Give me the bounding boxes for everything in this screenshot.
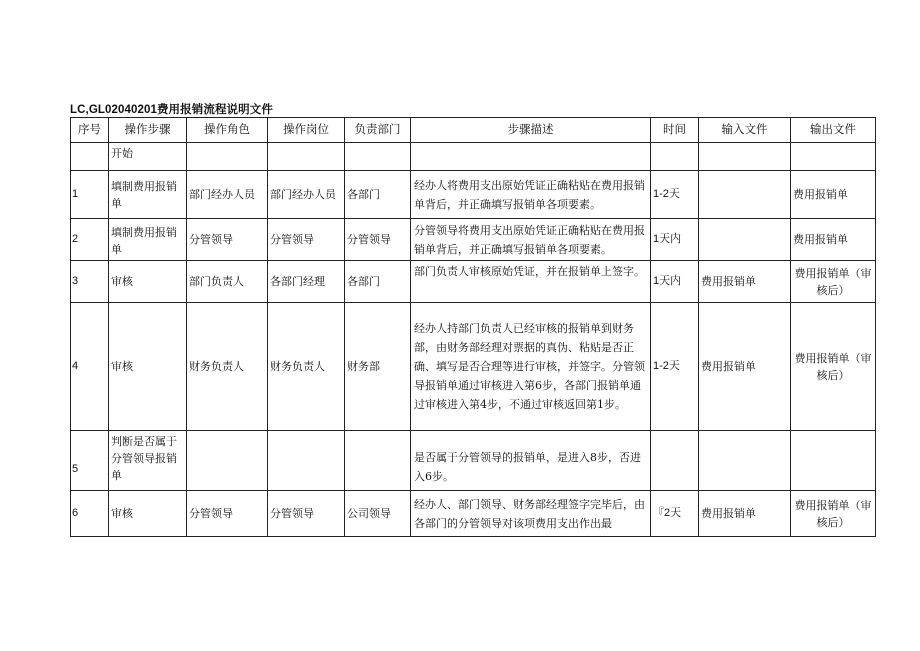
- seq-cell: [71, 143, 109, 171]
- dept-cell: [345, 431, 411, 491]
- desc-cell: 经办人将费用支出原始凭证正确粘贴在费用报销单背后，并正确填写报销单各项要素。: [411, 171, 651, 219]
- step-cell: 开始: [109, 143, 187, 171]
- seq-cell: 2: [71, 219, 109, 261]
- input-cell: [699, 171, 791, 219]
- role-cell: 财务负责人: [187, 303, 268, 431]
- role-cell: 部门负责人: [187, 261, 268, 303]
- desc-cell: 经办人、部门领导、财务部经理签字完毕后，由各部门的分管领导对该项费用支出作出最: [411, 491, 651, 537]
- output-cell: 费用报销单（审核后）: [791, 303, 876, 431]
- step-cell: 审核: [109, 261, 187, 303]
- post-cell: [268, 431, 345, 491]
- table-row: [71, 143, 876, 171]
- step-cell: 填制费用报销单: [109, 171, 187, 219]
- dept-cell: 分管领导: [345, 219, 411, 261]
- role-cell: [187, 431, 268, 491]
- input-cell: [699, 431, 791, 491]
- table-row: [71, 171, 876, 219]
- step-cell: 判断是否属于分管领导报销单: [109, 431, 187, 491]
- role-cell: 部门经办人员: [187, 171, 268, 219]
- post-cell: [268, 143, 345, 171]
- time-cell: 1-2天: [651, 171, 699, 219]
- table-row: [71, 431, 876, 491]
- role-cell: 分管领导: [187, 491, 268, 537]
- output-cell: 费用报销单（审核后）: [791, 261, 876, 303]
- header-row: [71, 118, 876, 143]
- post-cell: 分管领导: [268, 491, 345, 537]
- header-cell-time: 时间: [651, 118, 699, 143]
- post-cell: 财务负责人: [268, 303, 345, 431]
- output-cell: [791, 143, 876, 171]
- seq-cell: 3: [71, 261, 109, 303]
- time-cell: [651, 431, 699, 491]
- post-cell: 各部门经理: [268, 261, 345, 303]
- output-cell: [791, 431, 876, 491]
- header-cell-output: 输出文件: [791, 118, 876, 143]
- time-cell: 1-2天: [651, 303, 699, 431]
- post-cell: 部门经办人员: [268, 171, 345, 219]
- input-cell: [699, 219, 791, 261]
- header-cell-input: 输入文件: [699, 118, 791, 143]
- time-cell: 1天内: [651, 219, 699, 261]
- table-row: [71, 219, 876, 261]
- desc-cell: 经办人持部门负责人已经审核的报销单到财务部，由财务部经理对票据的真伪、粘贴是否正确、填写是否合理等进行审核，并签字。分管领导报销单通过审核进入第6步，各部门报销单通过审核进入第4步，不通过审核返回第1步。: [411, 303, 651, 431]
- document-title: LC,GL02040201费用报销流程说明文件: [70, 104, 273, 116]
- process-table: [70, 117, 876, 537]
- input-cell: [699, 143, 791, 171]
- header-cell-role: 操作角色: [187, 118, 268, 143]
- seq-cell: 4: [71, 303, 109, 431]
- seq-cell: 5: [71, 431, 109, 491]
- dept-cell: 财务部: [345, 303, 411, 431]
- time-cell: 『2天: [651, 491, 699, 537]
- role-cell: 分管领导: [187, 219, 268, 261]
- table-row: [71, 261, 876, 303]
- dept-cell: 公司领导: [345, 491, 411, 537]
- seq-cell: 1: [71, 171, 109, 219]
- desc-cell: [411, 143, 651, 171]
- dept-cell: 各部门: [345, 171, 411, 219]
- input-cell: 费用报销单: [699, 303, 791, 431]
- step-cell: 审核: [109, 303, 187, 431]
- step-cell: 审核: [109, 491, 187, 537]
- dept-cell: [345, 143, 411, 171]
- table-row: [71, 491, 876, 537]
- time-cell: [651, 143, 699, 171]
- header-cell-post: 操作岗位: [268, 118, 345, 143]
- seq-cell: 6: [71, 491, 109, 537]
- header-cell-dept: 负责部门: [345, 118, 411, 143]
- post-cell: 分管领导: [268, 219, 345, 261]
- input-cell: 费用报销单: [699, 261, 791, 303]
- desc-cell: 是否属于分管领导的报销单，是进入8步，否进入6步。: [411, 431, 651, 491]
- dept-cell: 各部门: [345, 261, 411, 303]
- header-cell-seq: 序号: [71, 118, 109, 143]
- output-cell: 费用报销单: [791, 219, 876, 261]
- input-cell: 费用报销单: [699, 491, 791, 537]
- time-cell: 1天内: [651, 261, 699, 303]
- desc-cell: 部门负责人审核原始凭证，并在报销单上签字。: [411, 261, 651, 303]
- output-cell: 费用报销单: [791, 171, 876, 219]
- header-cell-desc: 步骤描述: [411, 118, 651, 143]
- desc-cell: 分管领导将费用支出原始凭证正确粘贴在费用报销单背后，并正确填写报销单各项要素。: [411, 219, 651, 261]
- output-cell: 费用报销单（审核后）: [791, 491, 876, 537]
- header-cell-step: 操作步骤: [109, 118, 187, 143]
- role-cell: [187, 143, 268, 171]
- step-cell: 填制费用报销单: [109, 219, 187, 261]
- table-row: [71, 303, 876, 431]
